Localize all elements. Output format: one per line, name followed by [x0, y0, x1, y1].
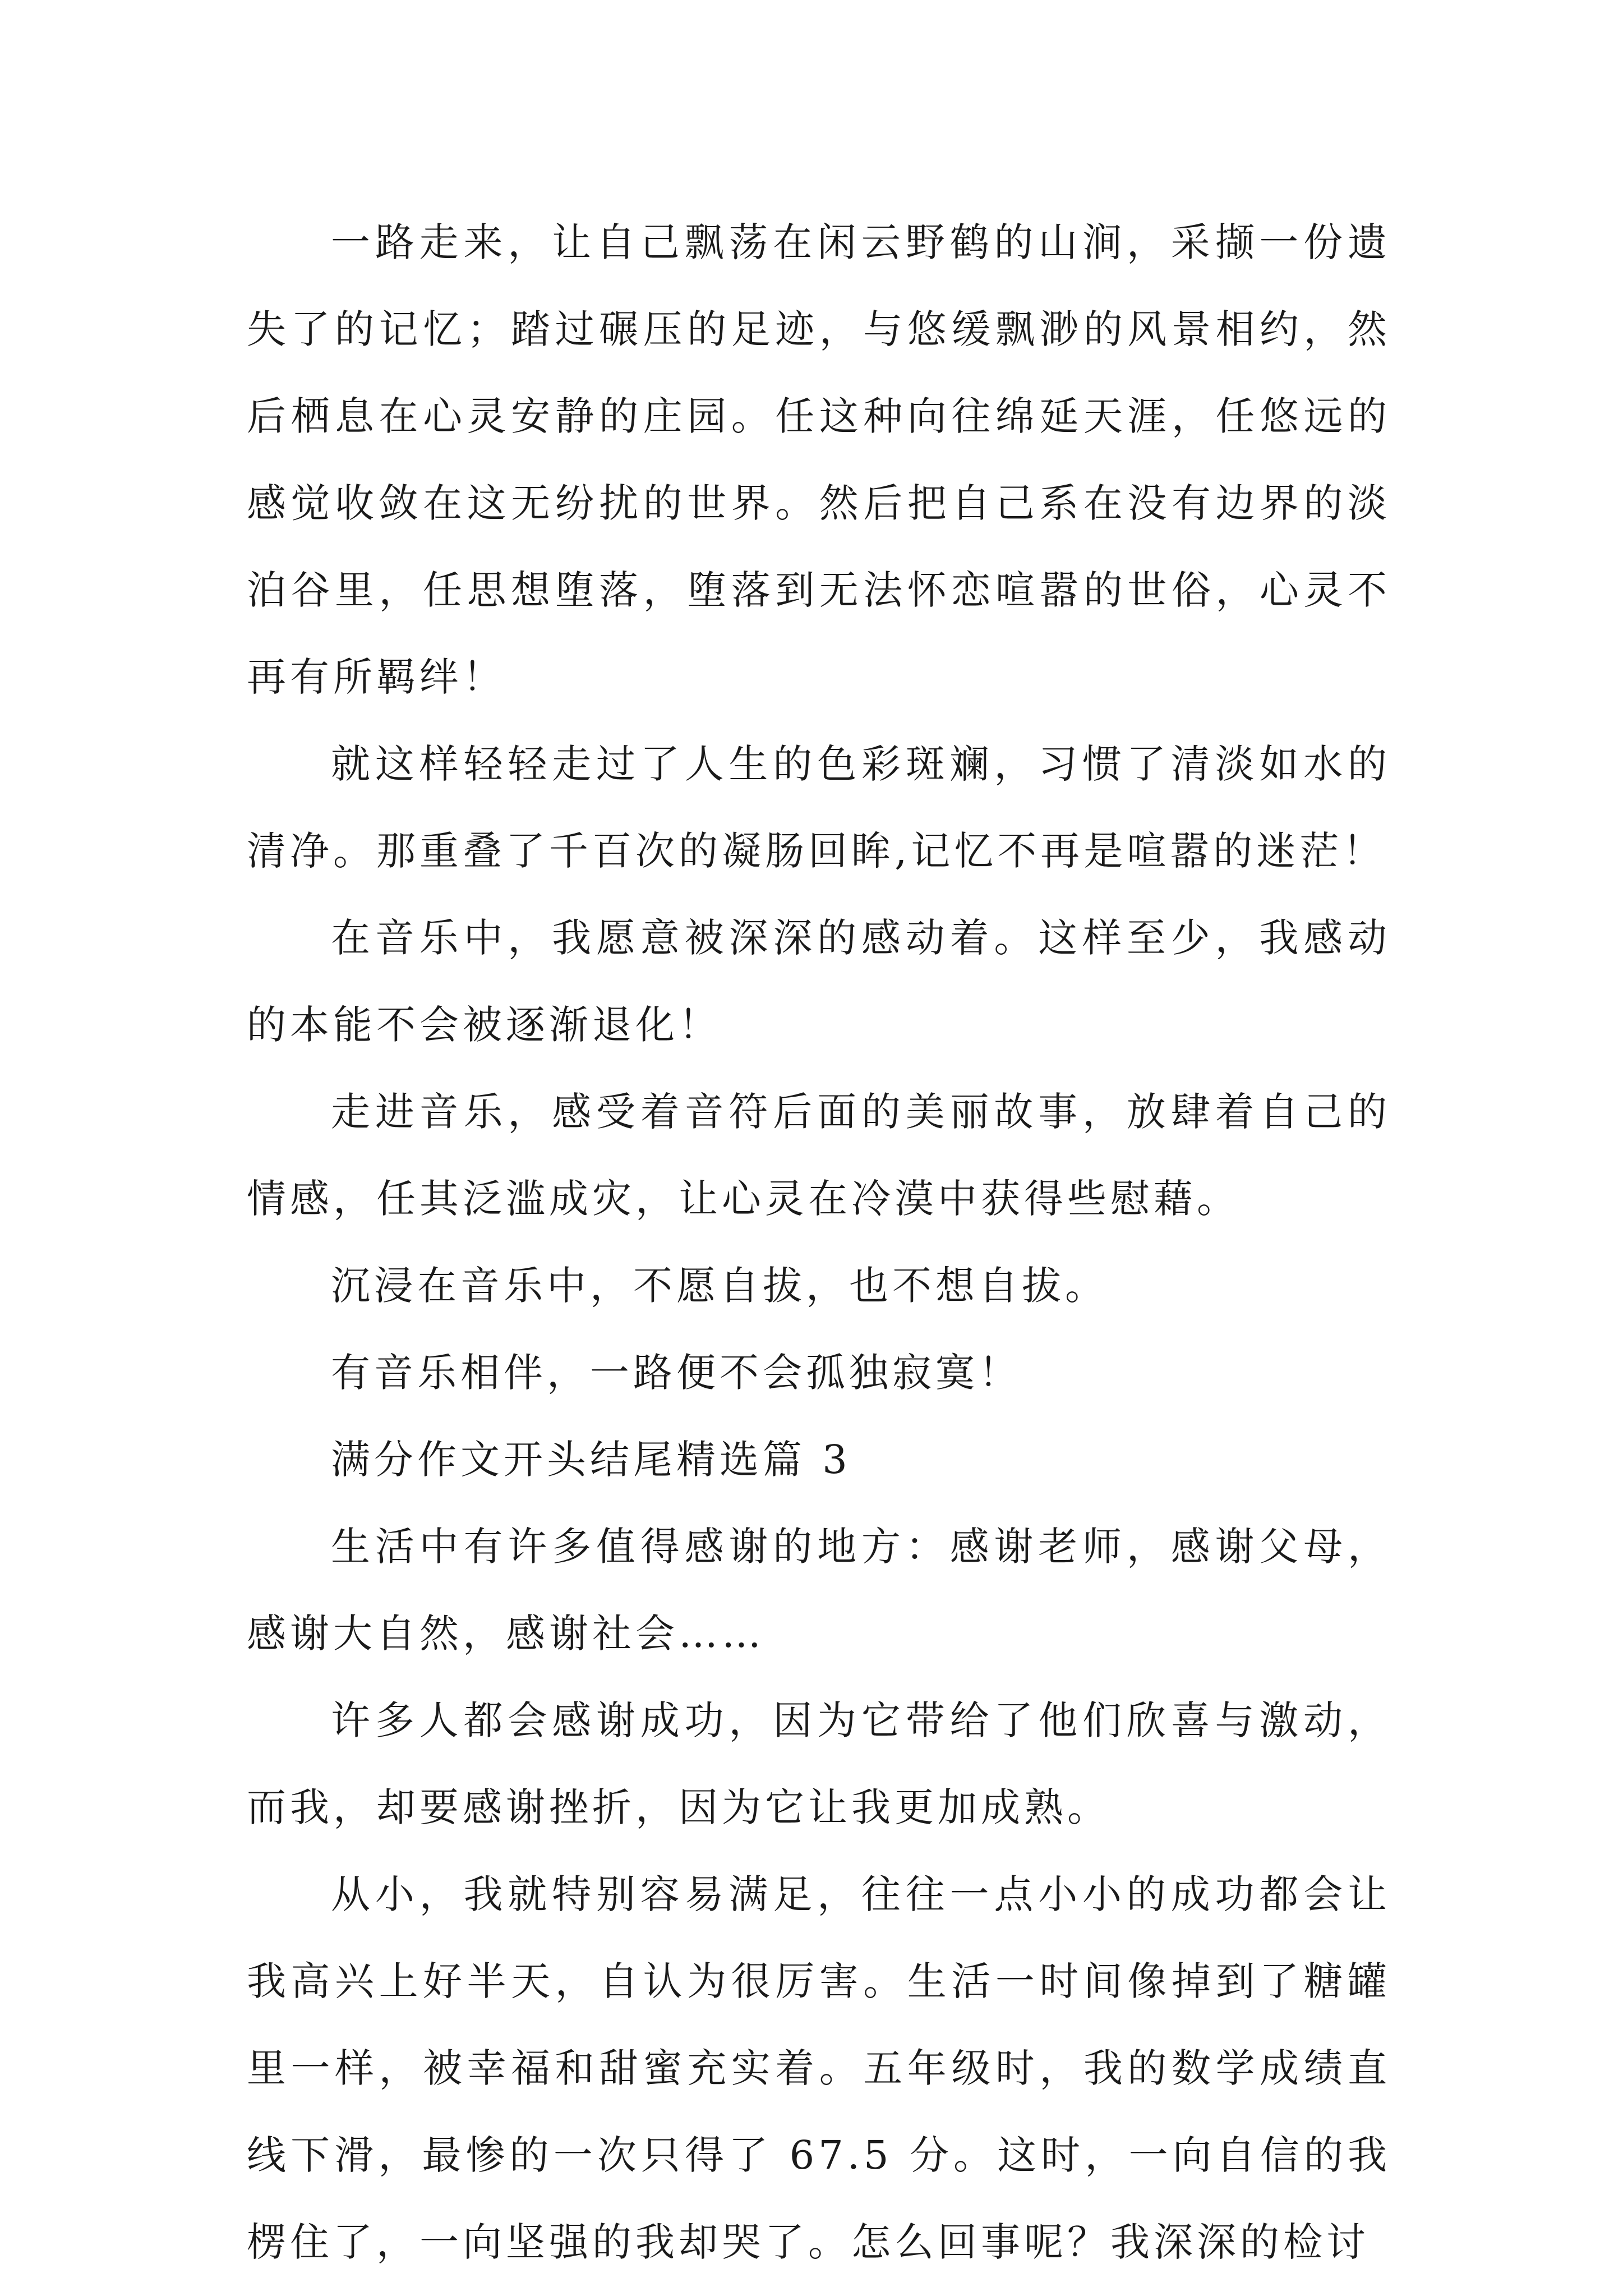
document-body: [247, 199, 1391, 2286]
paragraph-8: 许多人都会感谢成功，因为它带给了他们欣喜与激动，而我，却要感谢挫折，因为它让我更加成熟。: [247, 1697, 1391, 1830]
paragraph-2: 就这样轻轻走过了人生的色彩斑斓，习惯了清淡如水的清净。那重叠了千百次的凝肠回眸,记忆不再是喧嚣的迷茫！: [247, 741, 1391, 874]
section-heading: 满分作文开头结尾精选篇 3: [331, 1437, 851, 1483]
paragraph-7: 生活中有许多值得感谢的地方：感谢老师，感谢父母，感谢大自然，感谢社会……: [247, 1524, 1391, 1657]
paragraph-3: 在音乐中，我愿意被深深的感动着。这样至少，我感动的本能不会被逐渐退化！: [247, 915, 1391, 1048]
paragraph-1: 一路走来，让自己飘荡在闲云野鹤的山涧，采撷一份遗失了的记忆；踏过碾压的足迹，与悠缓飘渺的风景相约，然后栖息在心灵安静的庄园。任这种向往绵延天涯，任悠远的感觉收敛在这无纷扰的世界。然后把自己系在没有边界的淡泊谷里，任思想堕落，堕落到无法怀恋喧嚣的世俗，心灵不再有所羁绊！: [247, 219, 1391, 700]
paragraph-4: 走进音乐，感受着音符后面的美丽故事，放肆着自己的情感，任其泛滥成灾，让心灵在冷漠中获得些慰藉。: [247, 1089, 1391, 1222]
paragraph-6: 有音乐相伴，一路便不会孤独寂寞！: [331, 1350, 1022, 1396]
paragraph-5: 沉浸在音乐中，不愿自拔，也不想自拔。: [331, 1263, 1108, 1309]
paragraph-9: 从小，我就特别容易满足，往往一点小小的成功都会让我高兴上好半天，自认为很厉害。生活一时间像掉到了糖罐里一样，被幸福和甜蜜充实着。五年级时，我的数学成绩直线下滑，最惨的一次只得了 67.5 分。这时，一向自信的我楞住了，一向坚强的我却哭了。怎么回事呢？我深深的检讨: [247, 1871, 1391, 2265]
